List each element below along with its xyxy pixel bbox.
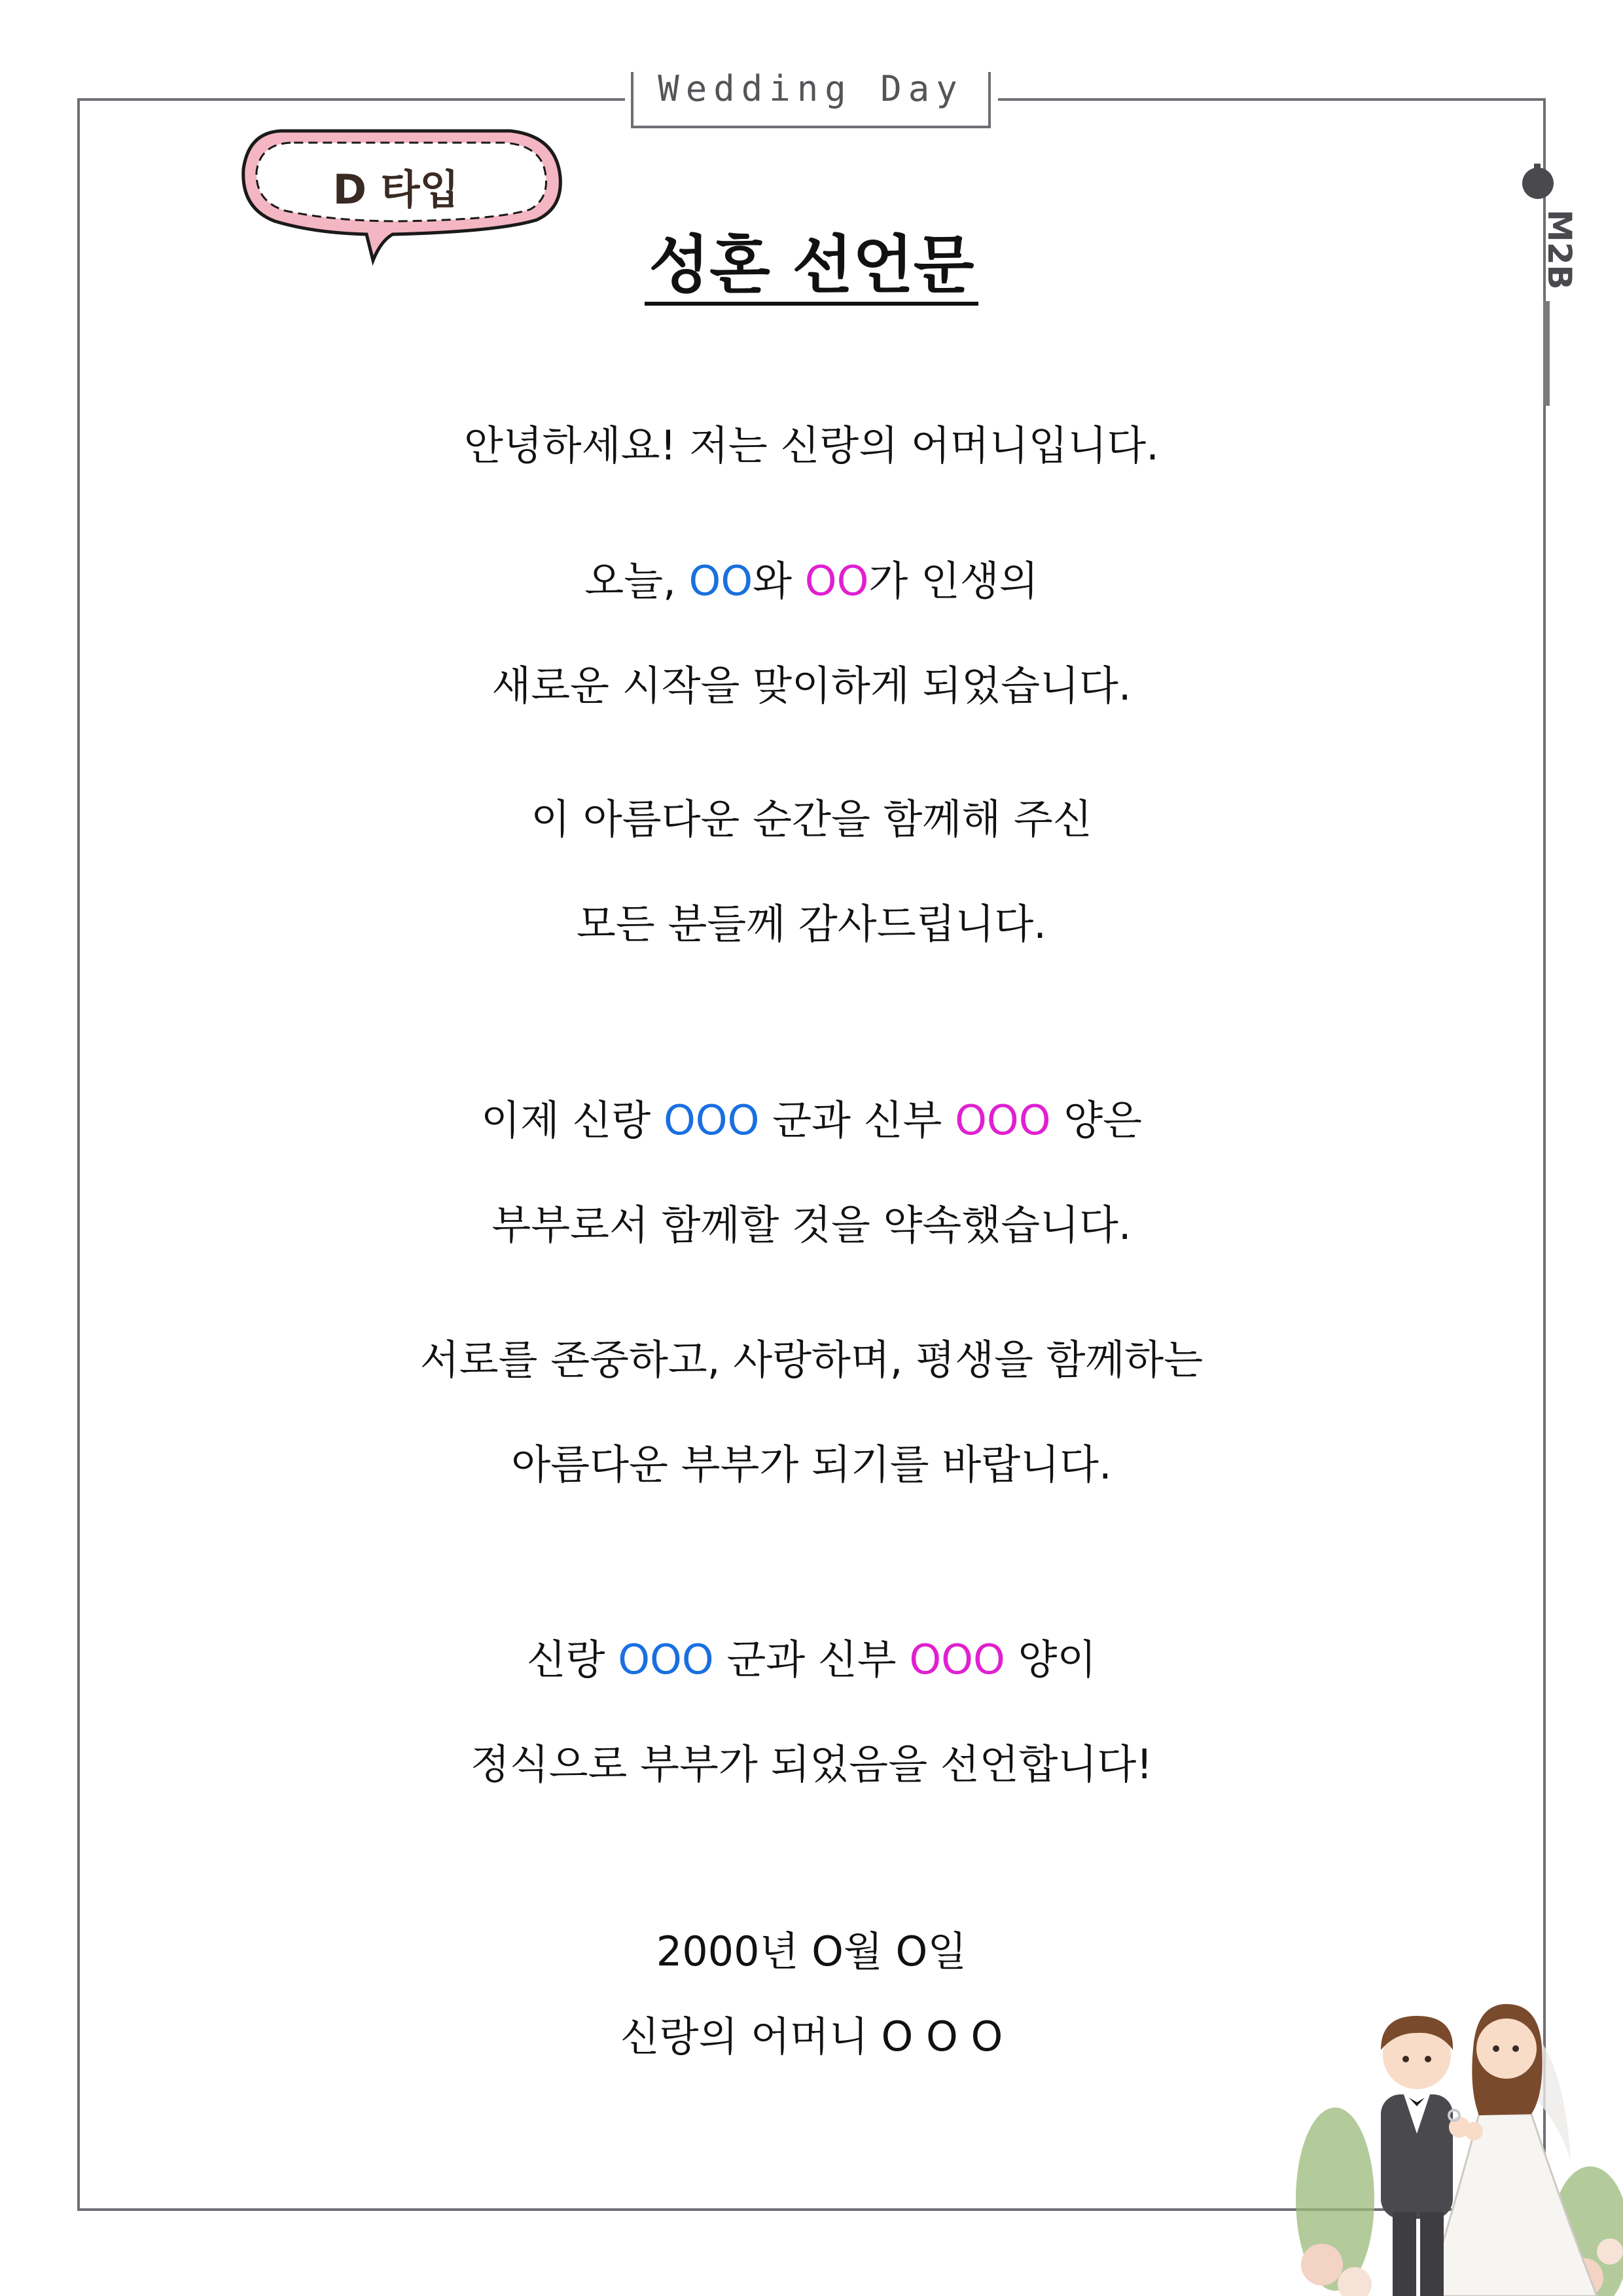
text-line-1: 안녕하세요! 저는 신랑의 어머니입니다.	[464, 422, 1159, 469]
text-line-3: 새로운 시작을 맞이하게 되었습니다.	[491, 662, 1132, 709]
groom-short-name: OO	[688, 557, 753, 605]
bride-name: OOO	[955, 1096, 1051, 1144]
text-line-9: 아름다운 부부가 되기를 바랍니다.	[511, 1441, 1112, 1488]
text-line-5: 모든 분들께 감사드립니다.	[577, 900, 1046, 948]
brand-logo-text: M2B	[1541, 209, 1578, 290]
bride-name-2: OOO	[909, 1636, 1005, 1683]
groom-name: OOO	[663, 1096, 760, 1144]
page-frame	[77, 98, 1546, 2211]
groom-name-2: OOO	[618, 1636, 714, 1683]
text-line-11: 정식으로 부부가 되었음을 선언합니다!	[470, 1740, 1153, 1788]
text-line-6: 이제 신랑 OOO 군과 신부 OOO 양은	[481, 1096, 1142, 1144]
text-line-4: 이 아름다운 순간을 함께해 주신	[531, 795, 1092, 843]
header-tab-text: Wedding Day	[633, 63, 988, 115]
date-line: 2000년 O월 O일	[656, 1928, 967, 1975]
bride-short-name: OO	[804, 557, 869, 605]
text-line-10: 신랑 OOO 군과 신부 OOO 양이	[526, 1636, 1097, 1683]
text-line-2: 오늘, OO와 OO가 인생의	[584, 557, 1039, 605]
signer-line: 신랑의 어머니 O O O	[620, 2013, 1003, 2060]
header-tab	[631, 68, 991, 128]
text-line-7: 부부로서 함께할 것을 약속했습니다.	[491, 1201, 1132, 1249]
page-title: 성혼 선언문	[0, 223, 1623, 308]
text-line-8: 서로를 존중하고, 사랑하며, 평생을 함께하는	[419, 1336, 1204, 1384]
badge-label: D 타입	[332, 166, 459, 213]
wedding-couple-illustration	[1283, 1964, 1623, 2296]
